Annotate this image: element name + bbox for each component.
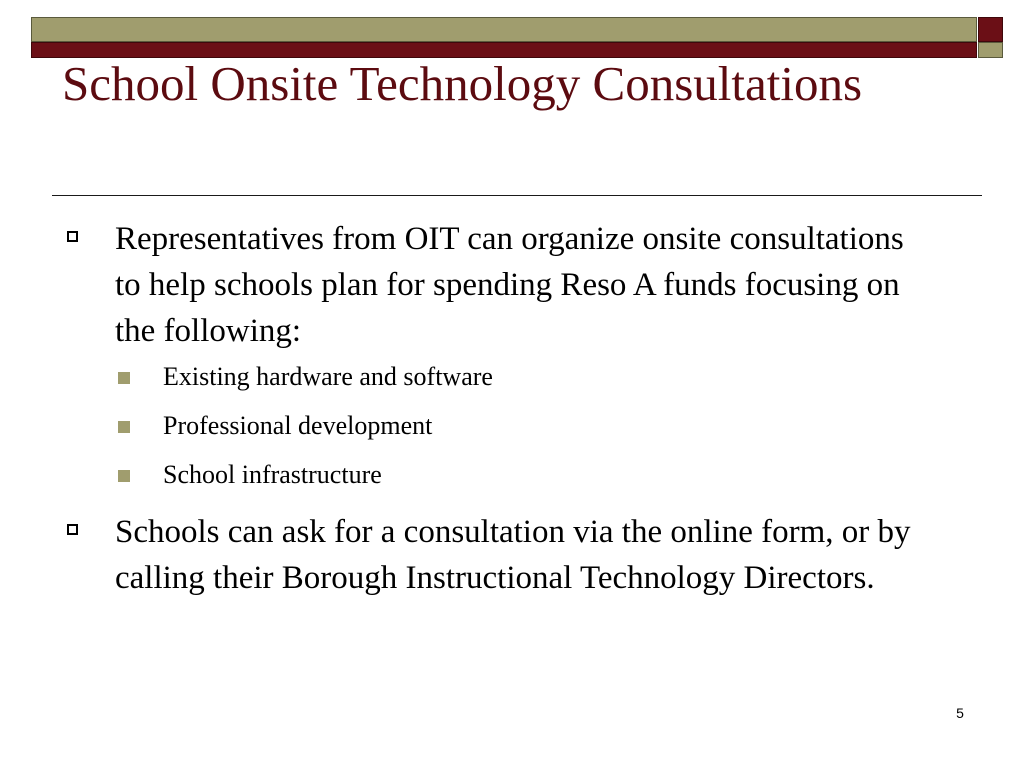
bullet-text: Schools can ask for a consultation via the online form, or by calling their Borough Instructional Technology Directors. xyxy=(115,514,911,596)
sub-bullet-item xyxy=(62,460,922,490)
header-square-maroon xyxy=(978,17,1003,42)
header-square-olive xyxy=(978,42,1003,58)
sub-bullet-item xyxy=(62,411,922,441)
hollow-square-icon xyxy=(67,524,78,535)
title-divider xyxy=(52,195,982,196)
hollow-square-icon xyxy=(67,231,78,242)
header-bar-olive xyxy=(31,17,977,42)
sub-bullet-text: Existing hardware and software xyxy=(163,362,493,391)
filled-square-icon xyxy=(118,372,130,384)
bullet-item xyxy=(62,216,922,354)
slide-body xyxy=(62,216,922,609)
sub-bullet-item xyxy=(62,362,922,392)
filled-square-icon xyxy=(118,470,130,482)
sub-bullet-list xyxy=(62,362,922,490)
page-number: 5 xyxy=(956,705,964,721)
bullet-item xyxy=(62,509,922,601)
sub-bullet-text: School infrastructure xyxy=(163,460,382,489)
filled-square-icon xyxy=(118,421,130,433)
bullet-text: Representatives from OIT can organize onsite consultations to help schools plan for spending Reso A funds focusing on the following: xyxy=(115,221,904,349)
sub-bullet-text: Professional development xyxy=(163,411,433,440)
slide-title: School Onsite Technology Consultations xyxy=(62,56,863,111)
